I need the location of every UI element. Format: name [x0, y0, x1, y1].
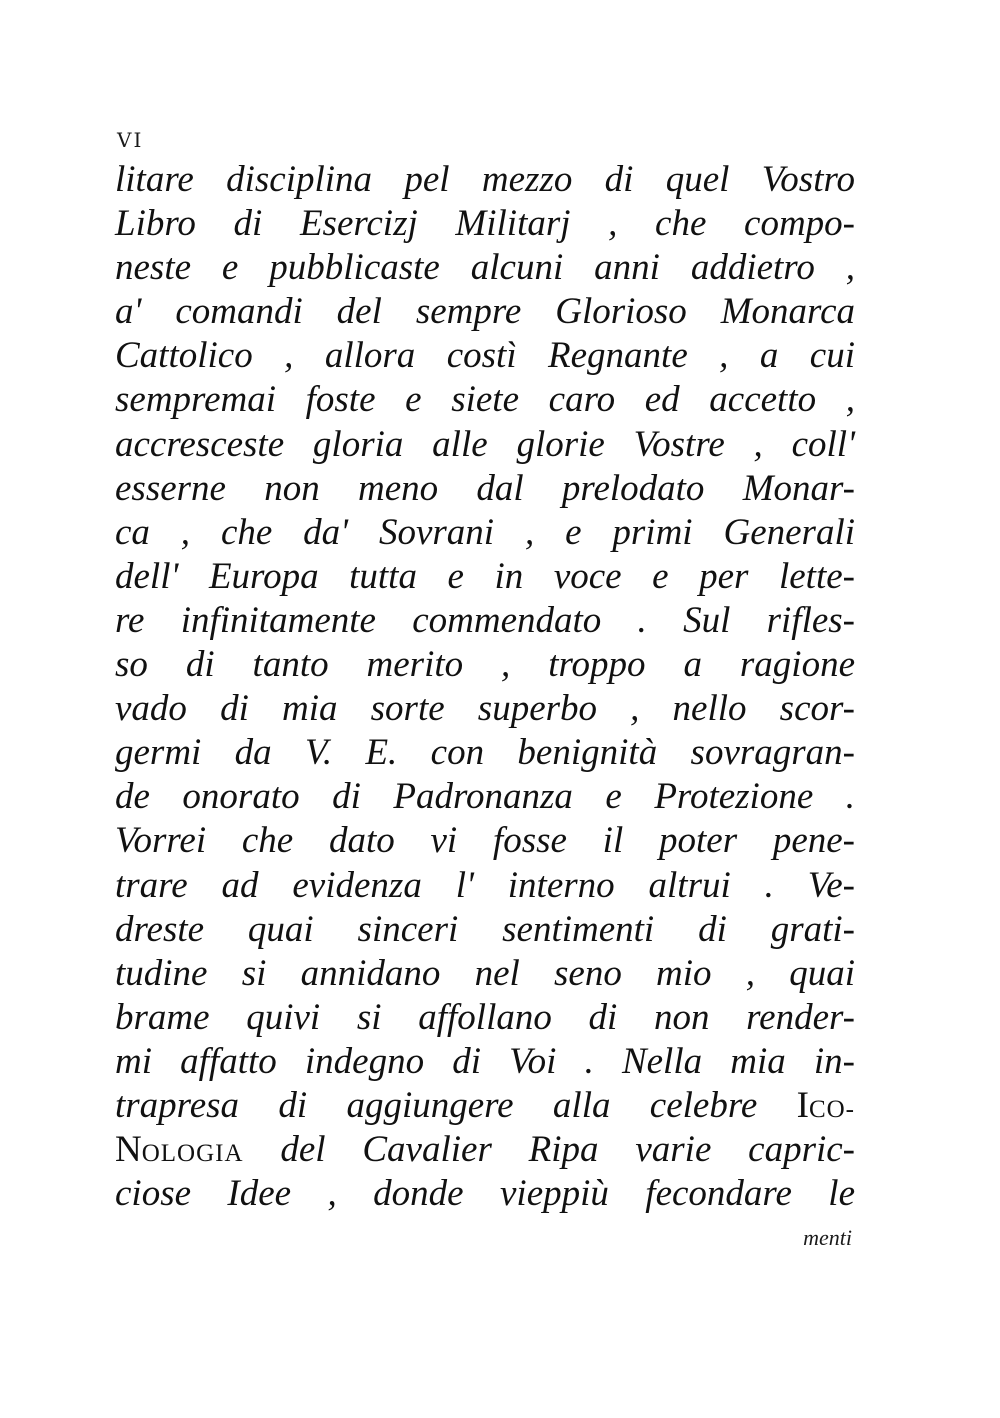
text-line-8: esserne non meno dal prelodato Monar- — [115, 467, 855, 509]
body-text — [115, 158, 855, 1216]
text-line-1: litare disciplina pel mezzo di quel Vostro — [115, 159, 855, 200]
smallcaps-ologia: OLOGIA — [141, 1140, 244, 1168]
page-number: VI — [117, 128, 144, 152]
text-line-19: tudine si annidano nel seno mio , quai — [115, 952, 855, 994]
text-line-2: Libro di Esercizj Militarj , che compo- — [115, 203, 855, 245]
smallcaps-initial-n: N — [115, 1129, 142, 1171]
smallcaps-initial-i: I — [796, 1084, 809, 1126]
text-line-22-main: trapresa di aggiungere alla celebre — [115, 1084, 758, 1126]
text-line-14: germi da V. E. con benignità sovragran- — [115, 732, 855, 774]
text-line-12: so di tanto merito , troppo a ragione — [115, 644, 855, 686]
text-line-16: Vorrei che dato vi fosse il poter pene- — [115, 820, 855, 862]
text-line-4: a' comandi del sempre Glorioso Monarca — [115, 291, 855, 333]
catchword: menti — [803, 1225, 852, 1250]
text-line-23-rest: del Cavalier Ripa varie capric- — [280, 1129, 856, 1171]
text-line-17: trare ad evidenza l' interno altrui . Ve- — [115, 864, 855, 906]
text-line-23 — [115, 1128, 855, 1172]
text-line-18: dreste quai sinceri sentimenti di grati- — [115, 908, 855, 950]
text-line-24: ciose Idee , donde vieppiù fecondare le — [115, 1173, 855, 1215]
text-line-21: mi affatto indegno di Voi . Nella mia in- — [115, 1040, 855, 1082]
text-line-9: ca , che da' Sovrani , e primi Generali — [115, 511, 855, 553]
text-line-10: dell' Europa tutta e in voce e per lette- — [115, 555, 855, 597]
smallcaps-co: CO- — [808, 1095, 856, 1123]
text-line-22 — [115, 1084, 855, 1128]
text-line-6: sempremai foste e siete caro ed accetto , — [115, 379, 855, 421]
text-line-13: vado di mia sorte superbo , nello scor- — [115, 688, 855, 730]
text-line-3: neste e pubblicaste alcuni anni addietro , — [115, 247, 855, 289]
text-line-15: de onorato di Padronanza e Protezione . — [115, 776, 855, 818]
text-line-20: brame quivi si affollano di non render- — [115, 996, 855, 1038]
text-line-11: re infinitamente commendato . Sul rifles- — [115, 599, 855, 641]
text-line-5: Cattolico , allora costì Regnante , a cui — [115, 335, 855, 377]
text-line-7: accresceste gloria alle glorie Vostre , coll' — [115, 423, 855, 465]
